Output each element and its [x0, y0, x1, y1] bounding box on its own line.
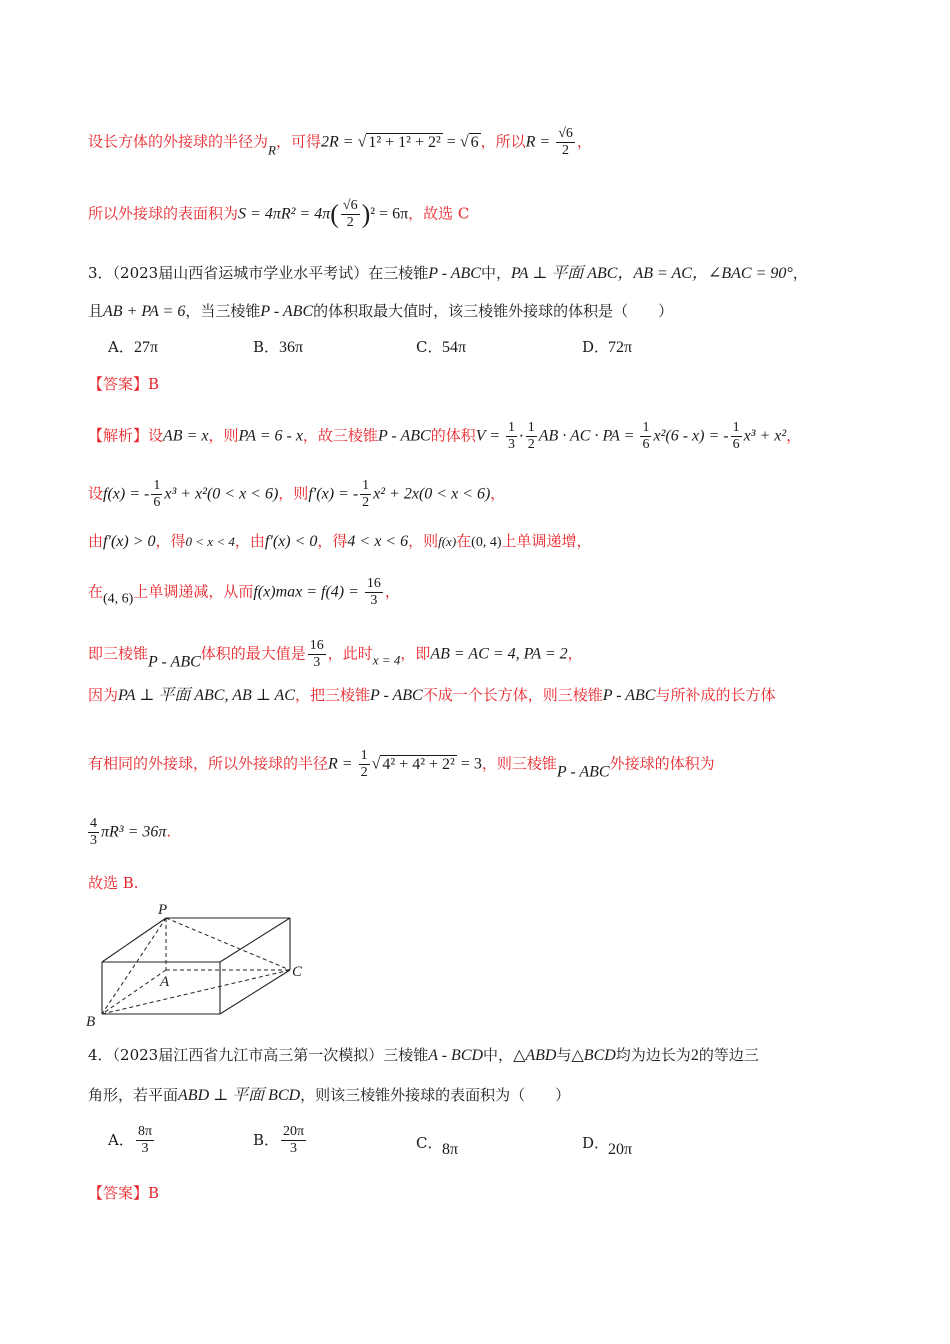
math: △ABD	[513, 1047, 557, 1064]
math: πR³ = 36π	[101, 823, 167, 841]
question-number: 3．	[88, 264, 113, 282]
text: ，当三棱锥	[185, 302, 261, 320]
fraction: $\frac{1}{6}$	[153, 478, 161, 510]
cuboid-figure	[80, 900, 320, 1030]
math: x³ + x²(0 < x < 6)	[164, 485, 279, 503]
fraction: $\frac{1}{2}$	[360, 748, 368, 780]
math: (4, 6)	[103, 591, 134, 607]
math: 4 < x < 6	[347, 533, 409, 550]
fraction: $\frac{16}{3}$	[366, 576, 381, 608]
q3-solution-6: 因为PA ⊥ 平面 ABC, AB ⊥ AC，把三棱锥P - ABC不成一个长方体，则三棱锥P - ABC与所补成的长方体	[88, 686, 776, 704]
text: ，可得	[275, 132, 321, 151]
math: = 3	[456, 755, 482, 773]
q3-solution-4: 在(4, 6)上单调递减，从而f(x)max = f(4) = $\frac{16}{3}$ ，	[88, 576, 400, 608]
text: ，故选 C	[408, 204, 470, 223]
q4-option-d[interactable]: D．20π	[582, 1134, 633, 1158]
q3-option-a[interactable]: A．27π	[108, 338, 159, 356]
math: x³ + x²	[743, 427, 787, 445]
q3-answer: 【答案】B	[88, 375, 160, 393]
label-b: B	[86, 1014, 96, 1030]
q4-answer: 【答案】B	[88, 1184, 160, 1202]
fraction: $\frac{4}{3}$	[90, 816, 97, 848]
math: 2R =	[320, 133, 358, 151]
q3-solution-2: 设f(x) = - $\frac{1}{6}$ x³ + x²(0 < x < 6)，则f′(x) = - $\frac{1}{2}$ x² + 2x(0 < x < 6)，	[88, 478, 506, 510]
fraction: $\frac{1}{6}$	[642, 420, 650, 452]
math: P - ABC	[369, 687, 423, 704]
fraction: $\frac{1}{2}$	[362, 478, 370, 510]
math: P - ABC	[260, 303, 314, 320]
fraction: $\frac{16}{3}$	[309, 638, 324, 670]
math: PA = 6 - x	[238, 427, 303, 445]
q3-stem-line2	[88, 300, 673, 323]
math: =	[442, 133, 460, 151]
label-a: A	[160, 974, 170, 990]
tetra-edge-pb	[102, 918, 166, 1014]
q4-stem-line1: 4．（2023届江西省九江市高三第一次模拟）三棱锥A - BCD中，△ABD与△BCD均为边长为2的等边三	[88, 1046, 759, 1064]
math: AB = x	[163, 427, 209, 445]
math: A - BCD	[428, 1047, 484, 1064]
edge	[220, 918, 290, 962]
q3-option-c[interactable]: C．54π	[416, 338, 467, 356]
q3-conclusion: 故选 B.	[88, 874, 139, 892]
math: P - ABC	[428, 265, 481, 282]
math-root: 4² + 4² + 2²	[382, 755, 455, 773]
math: AB · AC · PA =	[538, 427, 639, 445]
label-c: C	[292, 964, 303, 980]
math: f′(x) = -	[308, 485, 359, 503]
fraction: $\frac{1}{6}$	[732, 420, 740, 452]
q3-stem-line1	[88, 262, 808, 285]
text: 设长方体的外接球的半径为	[88, 132, 269, 151]
edge	[102, 918, 166, 962]
q3-solution-8: $\frac{4}{3}$ πR³ = 36π.	[90, 816, 172, 848]
fraction: $\frac{√6}{2}$	[342, 198, 358, 230]
q4-option-c[interactable]: C．8π	[416, 1134, 459, 1158]
math: f(x)	[438, 534, 457, 549]
q3-solution-5: 即三棱锥P - ABC体积的最大值是 $\frac{16}{3}$ ，此时x = 4，即AB = AC = 4, PA = 2，	[88, 638, 583, 671]
hidden-edge	[102, 970, 166, 1014]
q3-solution-1: 【解析】设AB = x，则PA = 6 - x，故三棱锥P - ABC的体积V = $\frac{1}{3}$ · $\frac{1}{2}$ AB · AC · PA = $\frac{1}{6}$ x²(6 - x) = - $\frac{1}{6}$ x³ + x²，	[88, 420, 802, 452]
math: f(x)max = f(4) =	[253, 583, 363, 601]
math: P - ABC	[602, 687, 656, 704]
math: R	[268, 142, 276, 158]
math: P - ABC	[148, 653, 201, 671]
text: 中，	[480, 264, 511, 282]
q4-stem-line2: 角形，若平面ABD ⊥ 平面 BCD，则该三棱锥外接球的表面积为（ ）	[88, 1086, 571, 1104]
text: 的体积取最大值时，该三棱锥外接球的体积是（ ）	[313, 302, 674, 320]
math: AB + PA = 6	[103, 303, 186, 320]
sol2-line1: 设长方体的外接球的半径为R，可得2R = √ 1² + 1² + 2² = √ 6 ，所以R = $\frac{√6}{2}$ ，	[88, 126, 592, 158]
sol2-line2: 所以外接球的表面积为S = 4πR² = 4π( $\frac{√6}{2}$ )² = 6π，故选 C	[88, 198, 470, 230]
math: ABD ⊥ 平面 BCD	[178, 1087, 301, 1104]
math: P - ABC	[377, 427, 431, 445]
text: 且	[88, 302, 104, 320]
tetra-edge-bc	[102, 970, 290, 1014]
text: ，	[576, 132, 592, 151]
math: PA ⊥ 平面 ABC, AB ⊥ AC	[118, 687, 295, 704]
math: P - ABC	[556, 763, 610, 781]
math: AB = AC = 4, PA = 2	[430, 645, 568, 663]
math: R =	[328, 755, 357, 773]
math: 2	[690, 1047, 699, 1064]
fraction: $\frac{√6}{2}$	[558, 126, 573, 158]
q3-solution-7: 有相同的外接球，所以外接球的半径R = $\frac{1}{2}$ √ 4² + 4² + 2² = 3，则三棱锥P - ABC外接球的体积为	[88, 748, 715, 781]
text: ，所以	[480, 132, 526, 151]
math-root: 6	[470, 133, 479, 151]
math: x² + 2x(0 < x < 6)	[373, 485, 491, 503]
math: 0 < x < 4	[185, 534, 235, 549]
math: f′(x) > 0	[103, 533, 156, 550]
math: V =	[475, 427, 504, 445]
fraction: $\frac{8\pi}{3}$	[138, 1124, 153, 1156]
math: f(x) = -	[103, 485, 150, 503]
q3-option-b[interactable]: B．36π	[253, 338, 304, 356]
math: ² = 6π	[370, 205, 409, 223]
q4-option-b[interactable]: B． $\frac{20\pi}{3}$	[253, 1124, 305, 1156]
text: 所以外接球的表面积为	[88, 204, 239, 223]
math: S = 4πR² = 4π	[238, 205, 331, 223]
math: △BCD	[571, 1047, 616, 1064]
fraction: $\frac{20\pi}{3}$	[283, 1124, 305, 1156]
math-root: 1² + 1² + 2²	[368, 133, 441, 151]
fraction: $\frac{1}{2}$	[527, 420, 535, 452]
analysis-tag: 【解析】	[88, 426, 149, 445]
q3-solution-3: 由f′(x) > 0，得0 < x < 4，由f′(x) < 0，得4 < x < 6，则f(x)在(0, 4)上单调递增，	[88, 532, 592, 550]
text: （2023届江西省九江市高三第一次模拟）三棱锥	[112, 1046, 429, 1064]
fraction: $\frac{1}{3}$	[507, 420, 515, 452]
math: R =	[525, 133, 555, 151]
q4-option-a[interactable]: A． $\frac{8\pi}{3}$	[108, 1124, 153, 1156]
text: （2023届山西省运城市学业水平考试）在三棱锥	[112, 264, 429, 282]
label-p: P	[158, 902, 168, 918]
question-number: 4．	[88, 1046, 113, 1064]
math: PA ⊥ 平面 ABC，AB = AC，∠BAC = 90°	[511, 265, 793, 282]
math: x²(6 - x) = -	[653, 427, 729, 445]
math: f′(x) < 0	[264, 533, 318, 550]
math: (0, 4)	[471, 535, 502, 550]
q3-option-d[interactable]: D．72π	[582, 338, 633, 356]
edge	[220, 970, 290, 1014]
text: ，	[792, 264, 808, 282]
math: x = 4	[372, 652, 401, 668]
